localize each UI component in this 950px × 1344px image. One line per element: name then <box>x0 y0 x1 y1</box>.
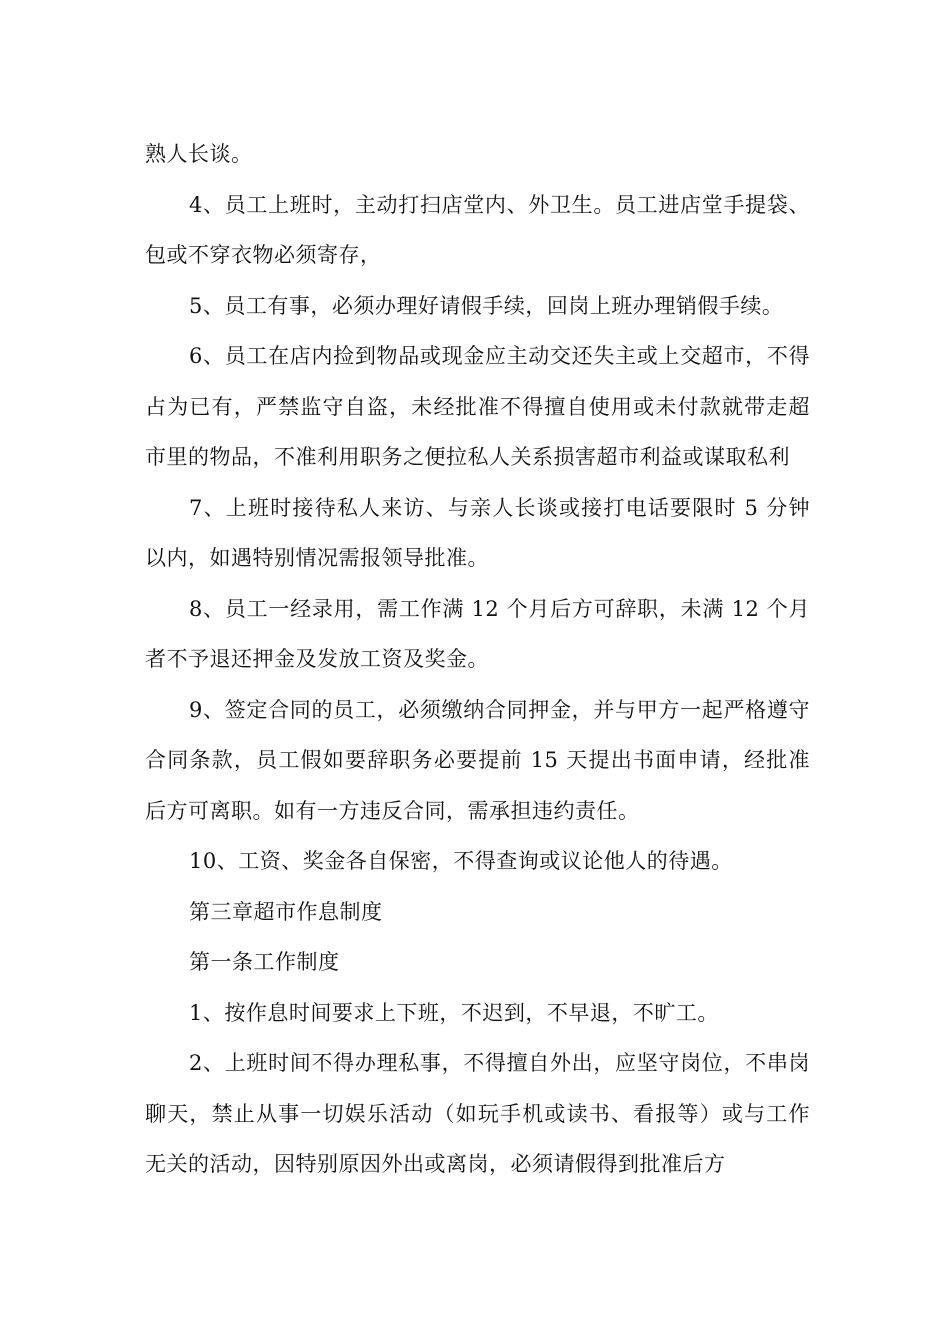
paragraph-3: 5、员工有事，必须办理好请假手续，回岗上班办理销假手续。 <box>189 293 784 318</box>
paragraph-1: 熟人长谈。 <box>145 142 253 166</box>
paragraph-6: 8、员工一经录用，需工作满 12 个月后方可辞职，未满 12 个月者不予退还押金及发放工资及奖金。 <box>145 596 810 671</box>
paragraph-7: 9、签定合同的员工，必须缴纳合同押金，并与甲方一起严格遵守合同条款，员工假如要辞职务必要提前 15 天提出书面申请，经批准后方可离职。如有一方违反合同，需承担违约责任。 <box>145 697 810 823</box>
paragraph-8: 10、工资、奖金各自保密，不得查询或议论他人的待遇。 <box>189 849 733 873</box>
paragraph-5: 7、上班时接待私人来访、与亲人长谈或接打电话要限时 5 分钟以内，如遇特别情况需报领导批准。 <box>145 495 810 570</box>
paragraph-2: 4、员工上班时，主动打扫店堂内、外卫生。员工进店堂手提袋、包或不穿衣物必须寄存， <box>145 192 810 267</box>
paragraph-12: 2、上班时间不得办理私事，不得擅自外出，应坚守岗位，不串岗聊天，禁止从事一切娱乐活动（如玩手机或读书、看报等）或与工作无关的活动，因特别原因外出或离岗，必须请假得到批准后方 <box>145 1051 810 1176</box>
section-heading: 第一条工作制度 <box>189 950 340 974</box>
chapter-heading: 第三章超市作息制度 <box>189 899 383 924</box>
document-body <box>145 129 810 1190</box>
paragraph-11: 1、按作息时间要求上下班，不迟到，不早退，不旷工。 <box>189 1000 719 1025</box>
paragraph-4: 6、员工在店内捡到物品或现金应主动交还失主或上交超市，不得占为已有，严禁监守自盗，未经批准不得擅自使用或未付款就带走超市里的物品，不准利用职务之便拉私人关系损害超市利益或谋取私利 <box>145 344 810 469</box>
